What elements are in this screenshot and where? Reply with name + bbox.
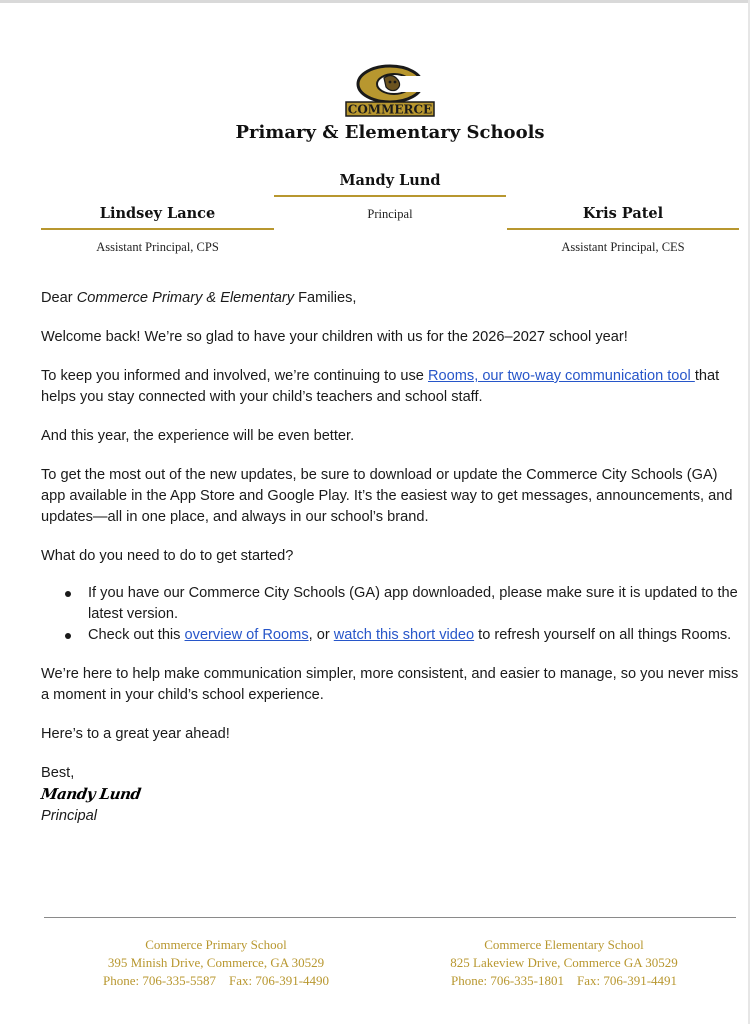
short-video-link[interactable]: watch this short video <box>333 627 475 643</box>
rooms-tool-link[interactable]: Rooms, our two-way communication tool <box>427 368 695 384</box>
footer-phone: Phone: 706-335-5587 <box>102 973 216 988</box>
paragraph-app: To get the most out of the new updates, be sure to download or update the Commerce City Schools (GA) app available in the App Store and Google Play. It’s the easiest way to get messages, announcements, and updates—all in one place, and always in our school’s brand. <box>41 467 733 525</box>
signature-line <box>41 784 743 806</box>
footer-school-name: Commerce Primary School <box>145 937 287 952</box>
principal-role: Principal <box>367 207 413 221</box>
rooms-text-post: that helps you stay connected with your child’s teachers and school staff. <box>41 368 720 405</box>
assistant-principal-ces-role: Assistant Principal, CES <box>561 240 685 254</box>
paragraph-rooms <box>41 366 743 408</box>
bullet-text-mid: , or <box>308 627 334 643</box>
signature: Mandy Lund <box>39 785 142 803</box>
greeting-school-name: Commerce Primary & Elementary <box>76 290 295 306</box>
assistant-principal-ces-block <box>507 205 739 255</box>
school-title: Primary & Elementary Schools <box>235 122 545 143</box>
signature-title <box>41 806 743 827</box>
greeting-pre: Dear <box>41 290 77 306</box>
footer-divider <box>44 917 736 918</box>
principal-name: Mandy Lund <box>339 172 441 189</box>
assistant-principal-ces-name: Kris Patel <box>582 205 664 222</box>
assistant-principal-ces-divider <box>507 228 739 230</box>
footer-address: 825 Lakeview Drive, Commerce GA 30529 <box>450 955 678 970</box>
paragraph-get-started: What do you need to do to get started? <box>41 548 294 564</box>
list-item: If you have our Commerce City Schools (GA) app downloaded, please make sure it is updated to the latest version. <box>41 583 743 625</box>
page-top-border <box>0 0 750 3</box>
list-item <box>41 625 743 646</box>
paragraph-great-year: Here’s to a great year ahead! <box>41 726 230 742</box>
footer-fax: Fax: 706-391-4491 <box>577 973 678 988</box>
footer-contact <box>404 972 724 990</box>
greeting <box>41 288 743 309</box>
closing: Best, <box>41 765 75 781</box>
paragraph-better: And this year, the experience will be even better. <box>41 428 355 444</box>
bullet-text-pre: Check out this <box>88 627 185 643</box>
rooms-text-pre: To keep you informed and involved, we’re continuing to use <box>41 368 428 384</box>
footer-contact <box>56 972 376 990</box>
assistant-principal-cps-divider <box>41 228 274 230</box>
footer-school-name: Commerce Elementary School <box>484 937 644 952</box>
footer-address: 395 Minish Drive, Commerce, GA 30529 <box>107 955 325 970</box>
assistant-principal-cps-block <box>41 205 274 255</box>
overview-of-rooms-link[interactable]: overview of Rooms <box>184 627 309 643</box>
greeting-post: Families, <box>294 290 357 306</box>
footer-elementary-school <box>404 936 724 990</box>
letter-body <box>41 288 743 827</box>
signature-title-text: Principal <box>41 808 97 824</box>
commerce-logo <box>344 62 436 118</box>
paragraph-commitment: We’re here to help make communication simpler, more consistent, and easier to manage, so you never miss a moment in your child’s school experience. <box>41 666 739 703</box>
commerce-logo-icon <box>344 62 436 118</box>
footer-phone: Phone: 706-335-1801 <box>450 973 564 988</box>
footer-fax: Fax: 706-391-4490 <box>229 973 330 988</box>
logo-wordmark: COMMERCE <box>347 102 433 117</box>
steps-list <box>41 583 743 646</box>
footer-primary-school <box>56 936 376 990</box>
principal-block <box>274 172 506 222</box>
bullet-text-post: to refresh yourself on all things Rooms. <box>474 627 732 643</box>
principal-divider <box>274 195 506 197</box>
assistant-principal-cps-role: Assistant Principal, CPS <box>96 240 219 254</box>
assistant-principal-cps-name: Lindsey Lance <box>99 205 216 222</box>
paragraph-welcome: Welcome back! We’re so glad to have your children with us for the 2026–2027 school year! <box>41 329 628 345</box>
